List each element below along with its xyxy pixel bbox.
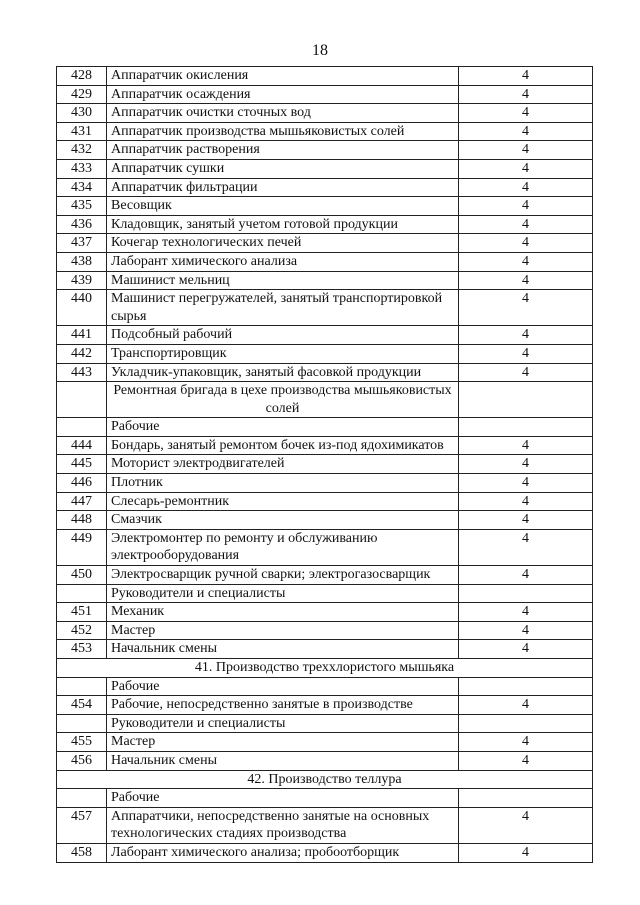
row-value: 4 bbox=[459, 455, 593, 474]
row-number: 449 bbox=[57, 529, 107, 565]
row-value: 4 bbox=[459, 326, 593, 345]
row-number: 456 bbox=[57, 751, 107, 770]
row-value: 4 bbox=[459, 733, 593, 752]
profession-name: Смазчик bbox=[107, 511, 459, 530]
group-heading: Рабочие bbox=[107, 418, 459, 437]
subsection-row bbox=[57, 382, 593, 418]
row-value: 4 bbox=[459, 122, 593, 141]
row-value: 4 bbox=[459, 621, 593, 640]
empty-cell bbox=[57, 677, 107, 696]
profession-name: Начальник смены bbox=[107, 751, 459, 770]
profession-name: Аппаратчики, непосредственно занятые на основных технологических стадиях производства bbox=[107, 807, 459, 843]
row-number: 443 bbox=[57, 363, 107, 382]
section-heading-row bbox=[57, 770, 593, 789]
profession-name: Кладовщик, занятый учетом готовой продукции bbox=[107, 215, 459, 234]
profession-name: Транспортировщик bbox=[107, 344, 459, 363]
row-value: 4 bbox=[459, 566, 593, 585]
row-value: 4 bbox=[459, 85, 593, 104]
row-value: 4 bbox=[459, 197, 593, 216]
row-value: 4 bbox=[459, 696, 593, 715]
row-value: 4 bbox=[459, 843, 593, 862]
table-row bbox=[57, 290, 593, 326]
row-value: 4 bbox=[459, 290, 593, 326]
row-value: 4 bbox=[459, 474, 593, 493]
row-value: 4 bbox=[459, 363, 593, 382]
row-value: 4 bbox=[459, 603, 593, 622]
table-row bbox=[57, 511, 593, 530]
row-number: 432 bbox=[57, 141, 107, 160]
empty-cell bbox=[459, 382, 593, 418]
row-value: 4 bbox=[459, 271, 593, 290]
row-number: 447 bbox=[57, 492, 107, 511]
profession-name: Бондарь, занятый ремонтом бочек из-под ядохимикатов bbox=[107, 436, 459, 455]
group-row bbox=[57, 789, 593, 808]
empty-cell bbox=[57, 382, 107, 418]
row-value: 4 bbox=[459, 436, 593, 455]
table-row bbox=[57, 492, 593, 511]
group-row bbox=[57, 714, 593, 733]
subsection-heading: Ремонтная бригада в цехе производства мышьяковистых солей bbox=[107, 382, 459, 418]
page-number: 18 bbox=[312, 42, 328, 59]
row-number: 440 bbox=[57, 290, 107, 326]
row-value: 4 bbox=[459, 67, 593, 86]
row-number: 458 bbox=[57, 843, 107, 862]
table-body bbox=[57, 67, 593, 863]
profession-name: Аппаратчик очистки сточных вод bbox=[107, 104, 459, 123]
row-value: 4 bbox=[459, 215, 593, 234]
empty-cell bbox=[57, 789, 107, 808]
table-row bbox=[57, 640, 593, 659]
group-heading: Руководители и специалисты bbox=[107, 584, 459, 603]
profession-name: Мастер bbox=[107, 621, 459, 640]
row-number: 451 bbox=[57, 603, 107, 622]
row-value: 4 bbox=[459, 252, 593, 271]
row-value: 4 bbox=[459, 492, 593, 511]
profession-name: Электромонтер по ремонту и обслуживанию электрооборудования bbox=[107, 529, 459, 565]
row-number: 439 bbox=[57, 271, 107, 290]
profession-name: Лаборант химического анализа; пробоотборщик bbox=[107, 843, 459, 862]
row-value: 4 bbox=[459, 344, 593, 363]
table-row bbox=[57, 67, 593, 86]
row-number: 446 bbox=[57, 474, 107, 493]
profession-name: Аппаратчик растворения bbox=[107, 141, 459, 160]
row-number: 450 bbox=[57, 566, 107, 585]
table-row bbox=[57, 751, 593, 770]
row-number: 453 bbox=[57, 640, 107, 659]
table-row bbox=[57, 363, 593, 382]
empty-cell bbox=[57, 418, 107, 437]
table-row bbox=[57, 843, 593, 862]
profession-name: Аппаратчик осаждения bbox=[107, 85, 459, 104]
row-number: 442 bbox=[57, 344, 107, 363]
section-heading: 42. Производство теллура bbox=[57, 770, 593, 789]
profession-name: Кочегар технологических печей bbox=[107, 234, 459, 253]
table-row bbox=[57, 159, 593, 178]
profession-name: Рабочие, непосредственно занятые в производстве bbox=[107, 696, 459, 715]
profession-name: Машинист перегружателей, занятый транспортировкой сырья bbox=[107, 290, 459, 326]
profession-name: Аппаратчик производства мышьяковистых солей bbox=[107, 122, 459, 141]
table-row bbox=[57, 178, 593, 197]
table-row bbox=[57, 603, 593, 622]
table-row bbox=[57, 141, 593, 160]
table-row bbox=[57, 344, 593, 363]
row-value: 4 bbox=[459, 807, 593, 843]
table-row bbox=[57, 197, 593, 216]
table-row bbox=[57, 104, 593, 123]
empty-cell bbox=[459, 584, 593, 603]
profession-name: Лаборант химического анализа bbox=[107, 252, 459, 271]
table-row bbox=[57, 271, 593, 290]
row-value: 4 bbox=[459, 104, 593, 123]
row-number: 438 bbox=[57, 252, 107, 271]
table-row bbox=[57, 215, 593, 234]
row-number: 430 bbox=[57, 104, 107, 123]
row-value: 4 bbox=[459, 178, 593, 197]
empty-cell bbox=[459, 418, 593, 437]
empty-cell bbox=[459, 714, 593, 733]
table-row bbox=[57, 529, 593, 565]
row-number: 455 bbox=[57, 733, 107, 752]
empty-cell bbox=[459, 677, 593, 696]
table-row bbox=[57, 234, 593, 253]
profession-name: Слесарь-ремонтник bbox=[107, 492, 459, 511]
table-row bbox=[57, 474, 593, 493]
table-row bbox=[57, 696, 593, 715]
row-value: 4 bbox=[459, 751, 593, 770]
table-row bbox=[57, 326, 593, 345]
profession-name: Аппаратчик фильтрации bbox=[107, 178, 459, 197]
row-number: 452 bbox=[57, 621, 107, 640]
profession-name: Моторист электродвигателей bbox=[107, 455, 459, 474]
profession-name: Начальник смены bbox=[107, 640, 459, 659]
group-heading: Рабочие bbox=[107, 677, 459, 696]
group-heading: Рабочие bbox=[107, 789, 459, 808]
group-row bbox=[57, 418, 593, 437]
section-heading-row bbox=[57, 659, 593, 678]
row-number: 428 bbox=[57, 67, 107, 86]
row-number: 445 bbox=[57, 455, 107, 474]
section-heading: 41. Производство треххлористого мышьяка bbox=[57, 659, 593, 678]
row-number: 448 bbox=[57, 511, 107, 530]
row-number: 429 bbox=[57, 85, 107, 104]
profession-table bbox=[56, 66, 593, 863]
profession-name: Механик bbox=[107, 603, 459, 622]
row-value: 4 bbox=[459, 529, 593, 565]
row-value: 4 bbox=[459, 640, 593, 659]
table-row bbox=[57, 455, 593, 474]
row-value: 4 bbox=[459, 141, 593, 160]
empty-cell bbox=[459, 789, 593, 808]
row-number: 441 bbox=[57, 326, 107, 345]
table-row bbox=[57, 122, 593, 141]
table-row bbox=[57, 252, 593, 271]
row-number: 444 bbox=[57, 436, 107, 455]
row-number: 436 bbox=[57, 215, 107, 234]
profession-name: Машинист мельниц bbox=[107, 271, 459, 290]
profession-name: Аппаратчик сушки bbox=[107, 159, 459, 178]
profession-name: Весовщик bbox=[107, 197, 459, 216]
table-row bbox=[57, 807, 593, 843]
profession-name: Плотник bbox=[107, 474, 459, 493]
table-row bbox=[57, 566, 593, 585]
profession-name: Аппаратчик окисления bbox=[107, 67, 459, 86]
profession-name: Подсобный рабочий bbox=[107, 326, 459, 345]
table-row bbox=[57, 733, 593, 752]
empty-cell bbox=[57, 584, 107, 603]
table-row bbox=[57, 621, 593, 640]
group-heading: Руководители и специалисты bbox=[107, 714, 459, 733]
profession-name: Электросварщик ручной сварки; электрогазосварщик bbox=[107, 566, 459, 585]
profession-name: Мастер bbox=[107, 733, 459, 752]
row-number: 435 bbox=[57, 197, 107, 216]
row-number: 454 bbox=[57, 696, 107, 715]
row-number: 437 bbox=[57, 234, 107, 253]
row-number: 434 bbox=[57, 178, 107, 197]
row-value: 4 bbox=[459, 511, 593, 530]
group-row bbox=[57, 584, 593, 603]
group-row bbox=[57, 677, 593, 696]
row-number: 433 bbox=[57, 159, 107, 178]
row-value: 4 bbox=[459, 159, 593, 178]
row-value: 4 bbox=[459, 234, 593, 253]
table-row bbox=[57, 85, 593, 104]
profession-name: Укладчик-упаковщик, занятый фасовкой продукции bbox=[107, 363, 459, 382]
table-row bbox=[57, 436, 593, 455]
empty-cell bbox=[57, 714, 107, 733]
row-number: 457 bbox=[57, 807, 107, 843]
row-number: 431 bbox=[57, 122, 107, 141]
